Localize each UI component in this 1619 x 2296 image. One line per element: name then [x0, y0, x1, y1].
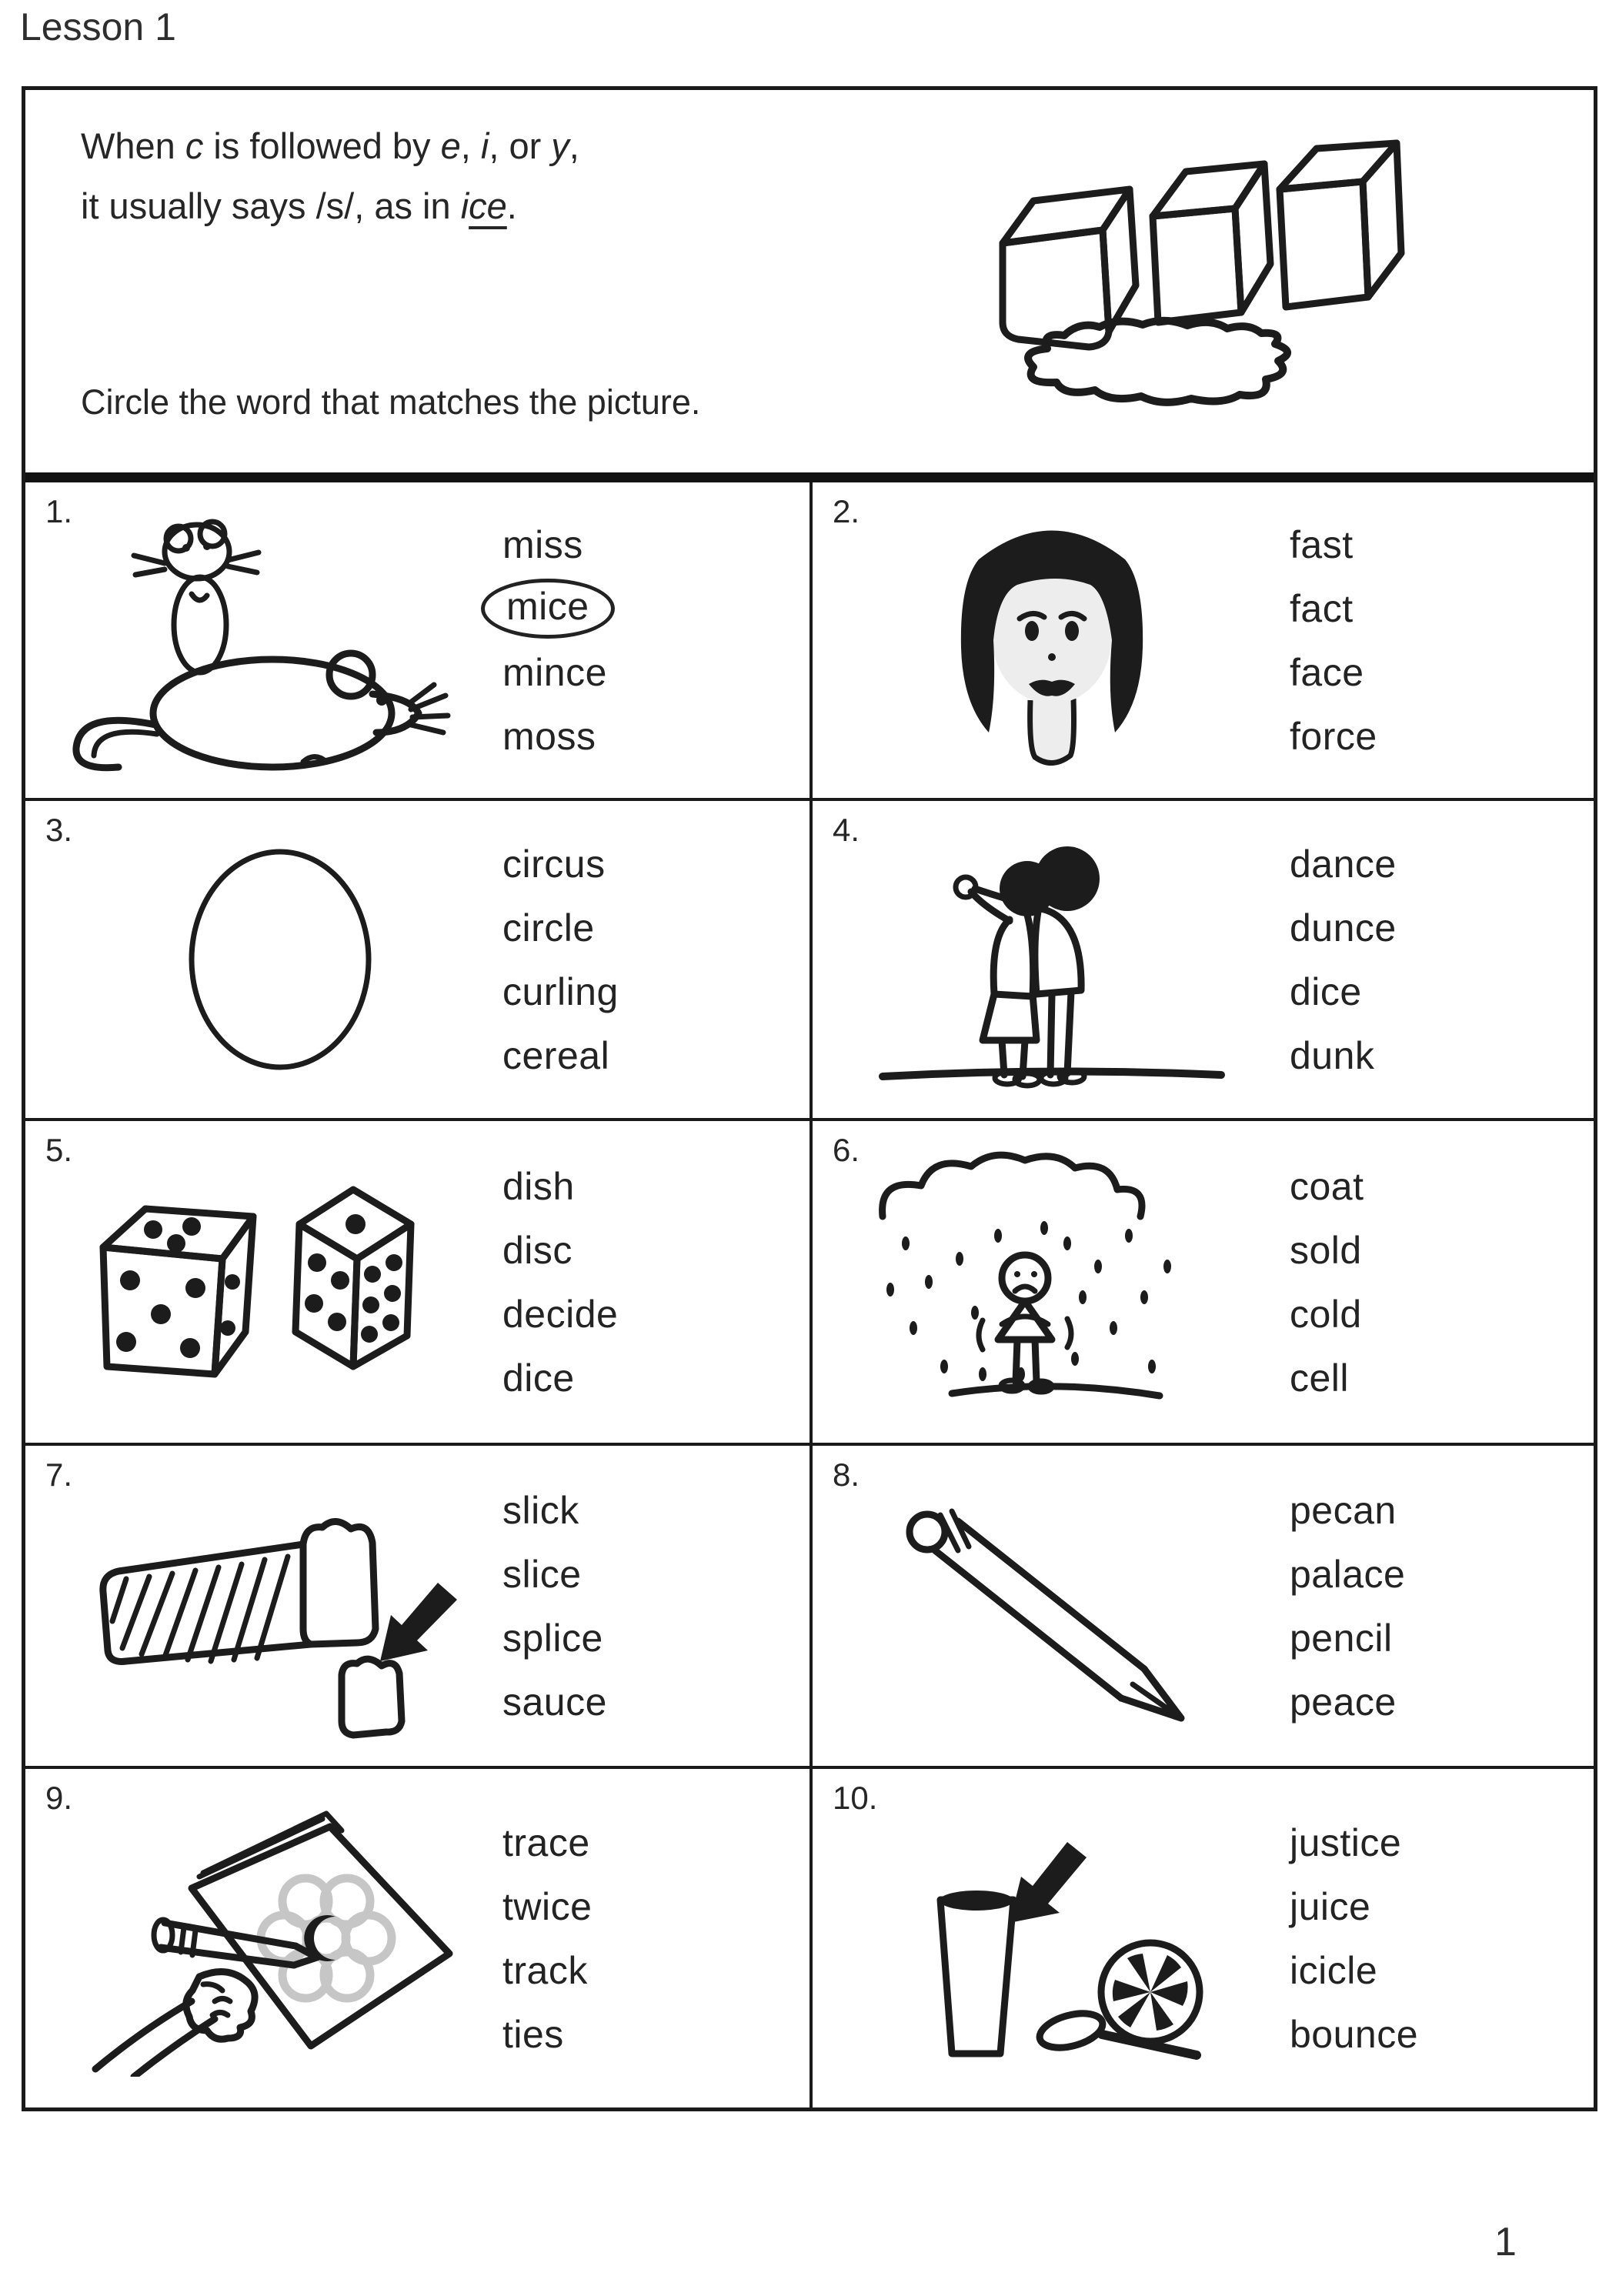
- page-number: 1: [1494, 2220, 1517, 2264]
- dancing-couple-illustration: [834, 821, 1269, 1098]
- word-choice[interactable]: sold: [1290, 1228, 1362, 1272]
- exercise-item: [25, 482, 813, 798]
- exercise-item: [813, 798, 1594, 1118]
- rule-line-1: When c is followed by e, i, or y,: [81, 125, 579, 166]
- word-choice[interactable]: moss: [502, 714, 596, 758]
- word-choice[interactable]: decide: [502, 1292, 619, 1336]
- word-choice[interactable]: fact: [1290, 586, 1354, 630]
- word-choice[interactable]: palace: [1290, 1552, 1406, 1596]
- word-choice[interactable]: face: [1290, 650, 1364, 694]
- pencil-illustration: [834, 1467, 1269, 1744]
- item-number: 10.: [833, 1780, 878, 1816]
- dice-illustration: [47, 1143, 482, 1420]
- word-choice[interactable]: circus: [502, 842, 606, 886]
- word-choice[interactable]: dish: [502, 1164, 575, 1208]
- word-choice[interactable]: disc: [502, 1228, 572, 1272]
- hand-tracing-illustration: [47, 1800, 482, 2077]
- bread-loaf-and-slice-illustration: [47, 1467, 482, 1744]
- word-choice[interactable]: ties: [502, 2012, 564, 2056]
- word-choice[interactable]: force: [1290, 714, 1377, 758]
- word-choice[interactable]: pecan: [1290, 1488, 1397, 1532]
- word-choice[interactable]: circle: [502, 906, 595, 949]
- section-divider: [25, 472, 1594, 482]
- exercise-item: [813, 1443, 1594, 1766]
- item-number: 9.: [45, 1780, 73, 1816]
- word-choices: [502, 1810, 592, 2066]
- word-choices: [502, 1478, 607, 1734]
- word-choices: [1290, 512, 1377, 768]
- word-choices: [502, 512, 615, 768]
- word-choice[interactable]: coat: [1290, 1164, 1364, 1208]
- exercise-item: [25, 1443, 813, 1766]
- word-choice[interactable]: track: [502, 1948, 588, 1992]
- word-choice[interactable]: twice: [502, 1884, 593, 1928]
- exercise-item: [813, 482, 1594, 798]
- word-choice[interactable]: sauce: [502, 1680, 607, 1724]
- word-choice[interactable]: dice: [502, 1356, 575, 1400]
- worksheet-frame: [22, 86, 1597, 2111]
- word-choices: [1290, 1154, 1364, 1410]
- item-number: 7.: [45, 1457, 73, 1493]
- word-choice[interactable]: curling: [502, 969, 619, 1013]
- juice-glass-illustration: [834, 1800, 1269, 2077]
- word-choice[interactable]: dunce: [1290, 906, 1397, 949]
- word-choices: [1290, 832, 1397, 1087]
- exercise-item: [25, 1766, 813, 2107]
- directions-text: Circle the word that matches the picture.: [81, 382, 701, 422]
- word-choice[interactable]: bounce: [1290, 2012, 1419, 2056]
- word-choice[interactable]: splice: [502, 1616, 603, 1660]
- item-number: 3.: [45, 812, 73, 848]
- item-number: 8.: [833, 1457, 860, 1493]
- word-choice[interactable]: juice: [1290, 1884, 1371, 1928]
- woman-face-illustration: [834, 502, 1269, 779]
- word-choices: [1290, 1810, 1418, 2066]
- two-mice-illustration: [47, 502, 482, 779]
- word-choice[interactable]: mice: [481, 579, 615, 639]
- word-choice[interactable]: mince: [502, 650, 607, 694]
- word-choice[interactable]: trace: [502, 1820, 590, 1864]
- exercise-grid: [25, 482, 1594, 2107]
- item-number: 2.: [833, 493, 860, 529]
- exercise-item: [813, 1118, 1594, 1443]
- word-choice[interactable]: peace: [1290, 1680, 1397, 1724]
- item-number: 1.: [45, 493, 73, 529]
- item-number: 4.: [833, 812, 860, 848]
- word-choice[interactable]: fast: [1290, 522, 1354, 566]
- word-choice[interactable]: dunk: [1290, 1033, 1375, 1077]
- word-choices: [1290, 1478, 1405, 1734]
- word-choices: [502, 832, 619, 1087]
- word-choices: [502, 1154, 618, 1410]
- word-choice[interactable]: cereal: [502, 1033, 610, 1077]
- item-number: 6.: [833, 1132, 860, 1168]
- rule-line-2: it usually says /s/, as in ice.: [81, 185, 517, 226]
- person-in-rain-illustration: [834, 1143, 1269, 1420]
- word-choice[interactable]: slick: [502, 1488, 579, 1532]
- word-choice[interactable]: pencil: [1290, 1616, 1393, 1660]
- page-title: Lesson 1: [20, 5, 176, 48]
- circle-illustration: [47, 821, 482, 1098]
- word-choice[interactable]: icicle: [1290, 1948, 1378, 1992]
- phonics-rule-text: [81, 116, 579, 236]
- word-choice[interactable]: cold: [1290, 1292, 1362, 1336]
- word-choice[interactable]: cell: [1290, 1356, 1350, 1400]
- word-choice[interactable]: dance: [1290, 842, 1397, 886]
- item-number: 5.: [45, 1132, 73, 1168]
- word-choice[interactable]: miss: [502, 522, 583, 566]
- exercise-item: [813, 1766, 1594, 2107]
- word-choice[interactable]: slice: [502, 1552, 582, 1596]
- melting-ice-cubes-illustration: [956, 101, 1464, 412]
- exercise-item: [25, 1118, 813, 1443]
- word-choice[interactable]: justice: [1290, 1820, 1402, 1864]
- exercise-item: [25, 798, 813, 1118]
- word-choice[interactable]: dice: [1290, 969, 1362, 1013]
